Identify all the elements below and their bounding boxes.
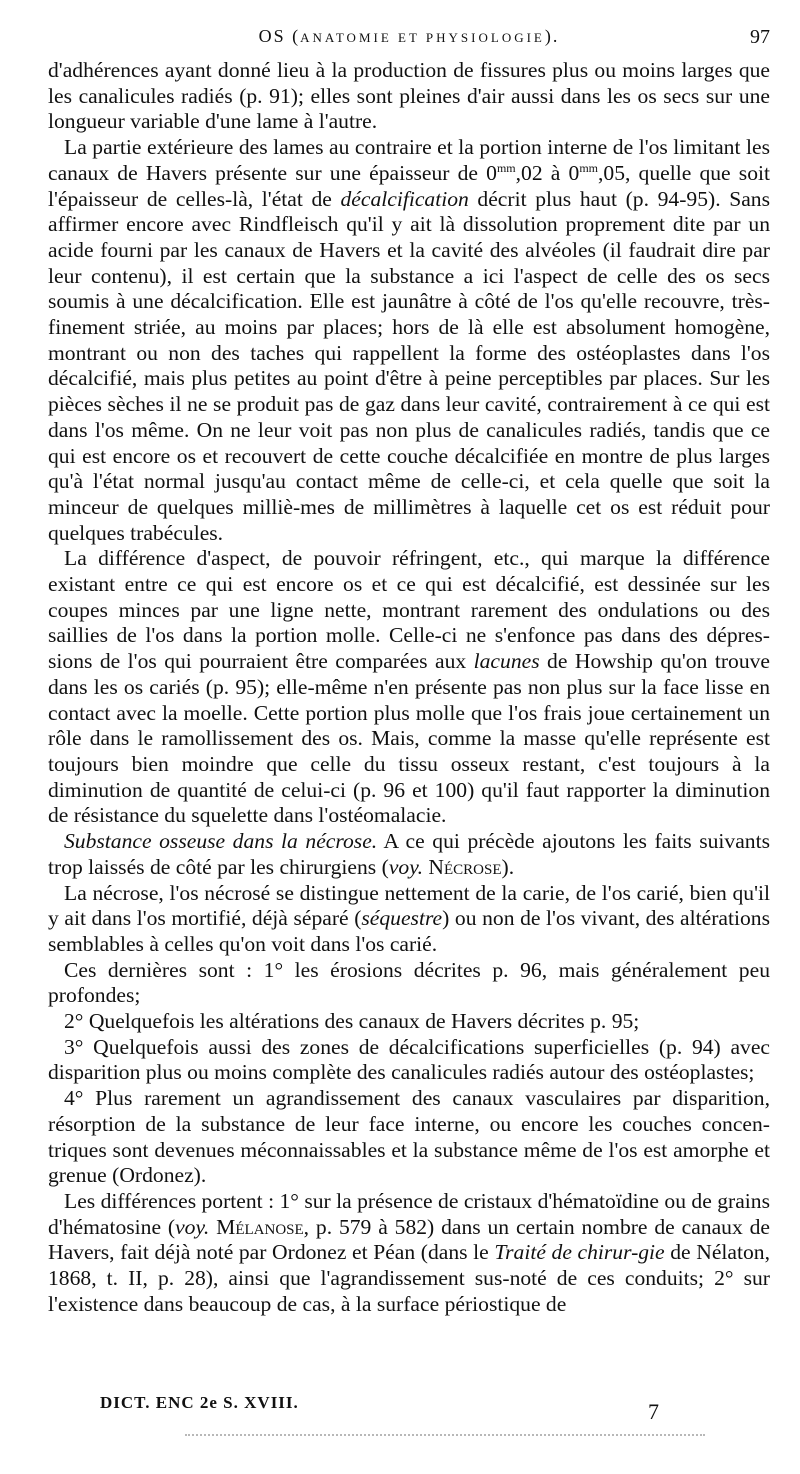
paragraph: [48, 881, 770, 958]
running-header: [48, 26, 770, 56]
text-run: A ce qui précède ajoutons les faits suivants trop laissés de côté par les chirurgiens (: [48, 829, 770, 879]
italic-text: voy.: [388, 854, 423, 879]
text-run: La différence d'aspect, de pouvoir réfringent, etc., qui marque la différence existant entre ce qui est encore os et ce qui est décalcifié, est dessinée sur les coupes minces par une ligne nette, montrant rarement des ondulations ou des saillies de l'os dans la portion molle. Celle-ci ne s'enfonce pas dans des dépres-sions de l'os qui pourraient être comparées aux: [48, 546, 770, 674]
italic-text: séquestre: [361, 906, 443, 931]
page-number: 97: [750, 26, 770, 48]
unit-superscript: mm: [496, 160, 516, 175]
text-run: décrit plus haut (p. 94-95). Sans affirmer encore avec Rindfleisch qu'il y ait là dissolution proprement dite par un acide fourni par les canaux de Havers et la cavité des alvéoles (il faudrait dire par leur contenu), il est certain que la substance a ici l'aspect de celle des os secs soumis à une décalcification. Elle est jaunâtre à côté de l'os qu'elle recouvre, très-finement striée, au moins par places; hors de là elle est absolument homogène, montrant ou non des taches qui rappellent la forme des ostéoplastes dans l'os décalcifié, mais plus petites au point d'être à peine perceptibles par places. Sur les pièces sèches il ne se produit pas de gaz dans leur cavité, contrairement à ce qui est dans l'os même. On ne leur voit pas non plus de canalicules radiés, tandis que ce qui est encore os et recouvert de cette couche décalcifiée en montre de plus larges qu'à l'état normal jusqu'au contact même de celle-ci, et cela quelle que soit la minceur de quelques milliè-mes de millimètres à laquelle cet os est réduit pour quelques trabécules.: [48, 186, 771, 545]
paragraph: [48, 58, 770, 135]
paragraph: [48, 958, 770, 1009]
text-run: 4° Plus rarement un agrandissement des canaux vasculaires par disparition, résorption de la substance de leur face interne, ou encore les couches concen-triques sont devenues méconnaissables et la substance même de l'os est amorphe et grenue (Ordonez).: [48, 1086, 770, 1188]
paragraph: [48, 1035, 770, 1086]
text-run: d'adhérences ayant donné lieu à la production de fissures plus ou moins larges que les canalicules radiés (p. 91); elles sont pleines d'air aussi dans les os secs sur une longueur variable d'une lame à l'autre.: [48, 58, 770, 134]
smallcaps-reference: Mélanose: [216, 1214, 304, 1239]
paragraph: [48, 1009, 770, 1035]
body-text: [48, 58, 770, 1317]
running-title-end: ).: [544, 26, 560, 46]
paragraph: [48, 546, 770, 829]
italic-text: voy.: [175, 1214, 210, 1239]
text-run: 2° Quelquefois les altérations des canaux de Havers décrites p. 95;: [64, 1009, 640, 1034]
text-run: ).: [501, 854, 515, 879]
paragraph: [48, 1189, 770, 1318]
italic-text: lacunes: [473, 649, 540, 674]
paragraph: [48, 829, 770, 880]
italic-text: Substance osseuse dans la nécrose.: [64, 829, 378, 854]
signature-label: DICT. ENC 2e S. XVIII.: [100, 1393, 299, 1412]
text-run: Les différences portent : 1° sur la présence de cristaux d'hématoïdine ou de grains d'hématosine (: [48, 1188, 770, 1239]
smallcaps-reference: Nécrose: [428, 854, 502, 879]
text-run: , p. 579 à 582) dans un certain nombre de canaux de Havers, fait déjà noté par Ordonez et Péan (dans le: [48, 1214, 770, 1265]
text-run: 3° Quelquefois aussi des zones de décalcifications superficielles (p. 94) avec disparition plus ou moins complète des canalicules radiés autour des ostéoplastes;: [48, 1034, 770, 1085]
text-run: ,02 à 0: [515, 160, 580, 185]
running-title: [48, 26, 770, 47]
signature-number: 7: [648, 1399, 660, 1424]
bleed-through-line: [185, 1434, 705, 1438]
paragraph: [48, 1086, 770, 1189]
text-run: de Nélaton, 1868, t. II, p. 28), ainsi que l'agrandissement sus-noté de ces conduits; 2° sur l'existence dans beaucoup de cas, à la surface périostique de: [48, 1240, 770, 1316]
paragraph: [48, 135, 770, 546]
text-run: ) ou non de l'os vivant, des altérations semblables à celles qu'on voit dans l'os carié.: [48, 906, 770, 956]
unit-superscript: mm: [579, 160, 598, 175]
text-run: Ces dernières sont : 1° les érosions décrites p. 96, mais généralement peu profondes;: [48, 957, 770, 1008]
italic-text: Traité de chirur-gie: [494, 1240, 665, 1265]
printer-signature: [100, 1393, 660, 1424]
text-run: La partie extérieure des lames au contraire et la portion interne de l'os limitant les canaux de Havers présente sur une épaisseur de 0: [48, 135, 770, 185]
text-run: La nécrose, l'os nécrosé se distingue nettement de la carie, de l'os carié, bien qu'il y ait dans l'os mortifié, déjà séparé (: [48, 880, 770, 931]
italic-text: décalcification: [340, 186, 469, 211]
text-run: de Howship qu'on trouve dans les os cariés (p. 95); elle-même n'en présente pas non plus sur la face lisse en contact avec la moelle. Cette portion plus molle que l'os frais joue certainement un rôle dans le ramollissement des os. Mais, comme la masse qu'elle représente est toujours bien moindre que celle du tissu osseux restant, c'est toujours à la diminution de quantité de celui-ci (p. 96 et 100) qu'il faut rapporter la diminution de résistance du squelette dans l'ostéomalacie.: [48, 649, 771, 828]
text-run: ,05, quelle que soit l'épaisseur de celles-là, l'état de: [48, 160, 770, 211]
running-title-smallcaps: ANATOMIE ET PHYSIOLOGIE: [300, 30, 545, 45]
running-title-main: OS (: [258, 26, 301, 46]
